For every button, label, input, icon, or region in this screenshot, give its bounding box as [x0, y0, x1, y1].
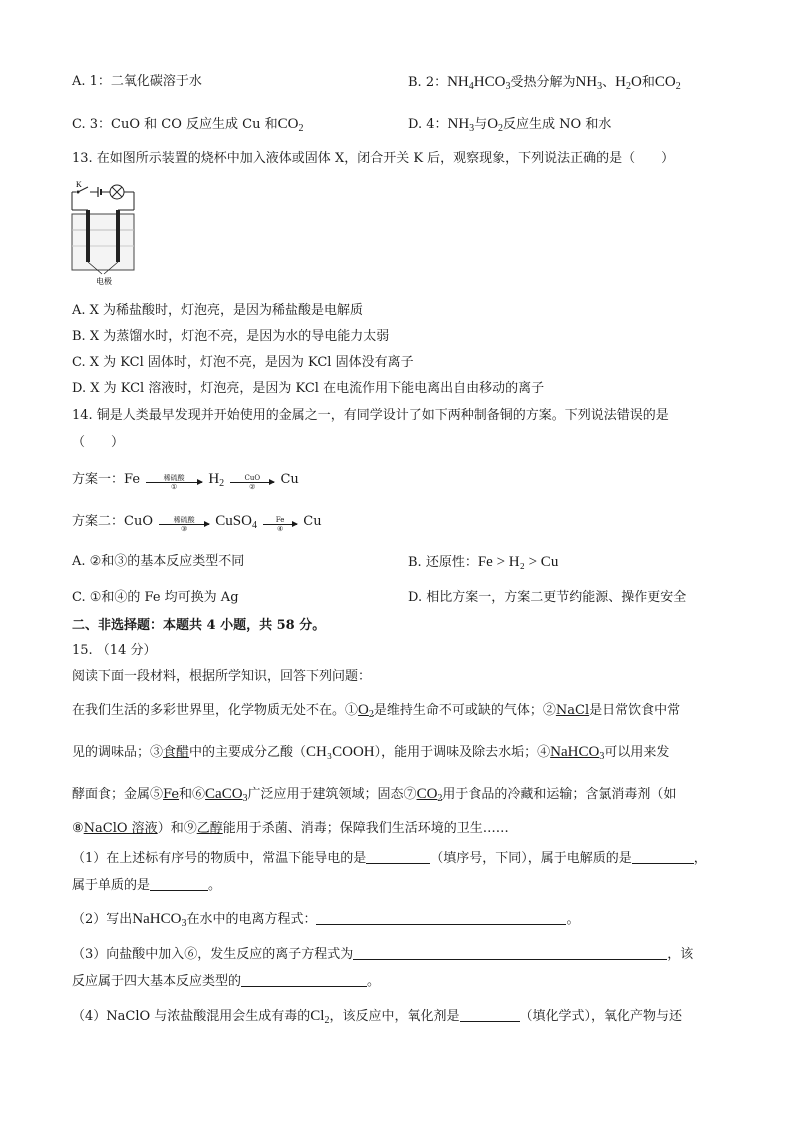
q13-option-d: D. X 为 KCl 溶液时，灯泡亮，是因为 KCl 在电流作用下能电离出自由移动的离子 — [72, 381, 545, 396]
q13-stem: 13. 在如图所示装置的烧杯中加入液体或固体 X，闭合开关 K 后，观察现象，下列说法正确的是（ ） — [72, 151, 675, 166]
q15-sub3-line-2: 反应属于四大基本反应类型的 。 — [72, 974, 381, 989]
answer-blank-6[interactable] — [241, 972, 367, 987]
q15-intro: 阅读下面一段材料，根据所学知识，回答下列问题： — [72, 669, 372, 684]
q14-stem-paren: （ ） — [72, 435, 125, 450]
q14-option-a: A. ②和③的基本反应类型不同 — [72, 554, 245, 569]
q15-material-line-4: ⑧NaClO 溶液）和⑨乙醇能用于杀菌、消毒；保障我们生活环境的卫生…… — [72, 821, 509, 836]
answer-blank-3[interactable] — [150, 876, 208, 891]
q14-option-b: B. 还原性：Fe > H₂ > Cu — [408, 554, 559, 570]
switch-k-label: K — [76, 180, 82, 189]
q15-sub2: （2）写出NaHCO$_3$在水中的电离方程式： 。 — [72, 911, 580, 929]
answer-blank-7[interactable] — [460, 1007, 520, 1022]
q14-stem: 14. 铜是人类最早发现并开始使用的金属之一，有同学设计了如下两种制备铜的方案。下列说法错误的是 — [72, 408, 669, 423]
cl2-formula: $Cl_2$ — [310, 1008, 330, 1026]
q13-option-c: C. X 为 KCl 固体时，灯泡不亮，是因为 KCl 固体没有离子 — [72, 355, 414, 370]
q13-option-b: B. X 为蒸馏水时，灯泡不亮，是因为水的导电能力太弱 — [72, 329, 390, 344]
q14-plan-1: 方案一：Fe 稀硫酸 ① $H_2$ CuO ② Cu — [72, 471, 299, 491]
reaction-arrow-2: CuO ② — [230, 474, 274, 491]
electrode-right — [116, 210, 120, 262]
reaction-arrow-1: 稀硫酸 ① — [146, 474, 202, 491]
co2-formula: $CO_2$ — [654, 74, 681, 92]
q15-material-line-3: 酵面食；金属⑤Fe和⑥CaCO$_3$广泛应用于建筑领域；固态$⑦CO_2$用于食品的冷藏和运输；含氯消毒剂（如 — [72, 786, 677, 804]
o2-formula: $O_2$ — [358, 702, 374, 720]
h2o-formula: $H_2O$ — [615, 74, 642, 92]
section-2-title: 二、非选择题：本题共 4 小题，共 58 分。 — [72, 618, 326, 633]
q14-option-c: C. ①和④的 Fe 均可换为 Ag — [72, 590, 239, 605]
nh3-formula: $NH_3$ — [447, 116, 475, 134]
nh3-formula: $NH_3$ — [575, 74, 603, 92]
electrode-left — [86, 210, 90, 262]
q13-option-a: A. X 为稀盐酸时，灯泡亮，是因为稀盐酸是电解质 — [72, 303, 364, 318]
q15-sub1-line-2: 属于单质的是 。 — [72, 878, 222, 893]
answer-blank-1[interactable] — [366, 849, 430, 864]
q15-sub4: （4）NaClO 与浓盐酸混用会生成有毒的$Cl_2$，该反应中，氧化剂是 （填化学式），氧化产物与还 — [72, 1008, 683, 1026]
caco3-formula: CaCO$_3$ — [205, 786, 248, 804]
co2-formula: $CO_2$ — [416, 786, 443, 804]
q15-sub3-line-1: （3）向盐酸中加入⑥，发生反应的离子方程式为 ，该 — [72, 947, 694, 962]
nahco3-formula: NaHCO$_3$ — [550, 744, 605, 762]
q15-material-line-2: 见的调味品；③食醋中的主要成分乙酸（CH₃COOH），能用于调味及除去水垢；④NaHCO$_3$可以用来发 — [72, 744, 670, 762]
answer-blank-2[interactable] — [632, 849, 694, 864]
co2-formula: $CO_2$ — [277, 116, 304, 134]
q12-option-d: D. 4：$NH_3$与$O_2$反应生成 NO 和水 — [408, 116, 612, 134]
q12-option-c: C. 3：CuO 和 CO 反应生成 Cu 和$CO_2$ — [72, 116, 304, 134]
q12-option-b: B. 2：$NH_4HCO_3$受热分解为$NH_3$、$H_2O$和$CO_2$ — [408, 74, 681, 92]
nahco3-formula: NaHCO$_3$ — [132, 911, 187, 929]
conductivity-apparatus-diagram — [70, 178, 156, 286]
electrode-label: 电极 — [96, 277, 112, 286]
beaker — [72, 214, 134, 270]
reaction-arrow-4: Fe ④ — [263, 516, 297, 533]
q15-material-line-1: 在我们生活的多彩世界里，化学物质无处不在。$①O_2$是维持生命不可或缺的气体；②NaCl是日常饮食中常 — [72, 702, 681, 720]
o2-formula: $O_2$ — [487, 116, 504, 134]
q14-plan-2: 方案二：CuO 稀硫酸 ③ CuSO$_4$ Fe ④ Cu — [72, 513, 322, 533]
answer-blank-4[interactable] — [316, 910, 566, 925]
q15-sub1-line-1: （1）在上述标有序号的物质中，常温下能导电的是 （填序号，下同），属于电解质的是 ， — [72, 851, 707, 866]
reaction-arrow-3: 稀硫酸 ③ — [159, 516, 209, 533]
q15-header: 15. （14 分） — [72, 643, 157, 658]
q14-option-d: D. 相比方案一，方案二更节约能源、操作更安全 — [408, 590, 687, 605]
q12-option-a: A. 1：二氧化碳溶于水 — [72, 74, 202, 89]
nh4hco3-formula: $NH_4HCO_3$ — [447, 74, 511, 92]
answer-blank-5[interactable] — [353, 945, 667, 960]
